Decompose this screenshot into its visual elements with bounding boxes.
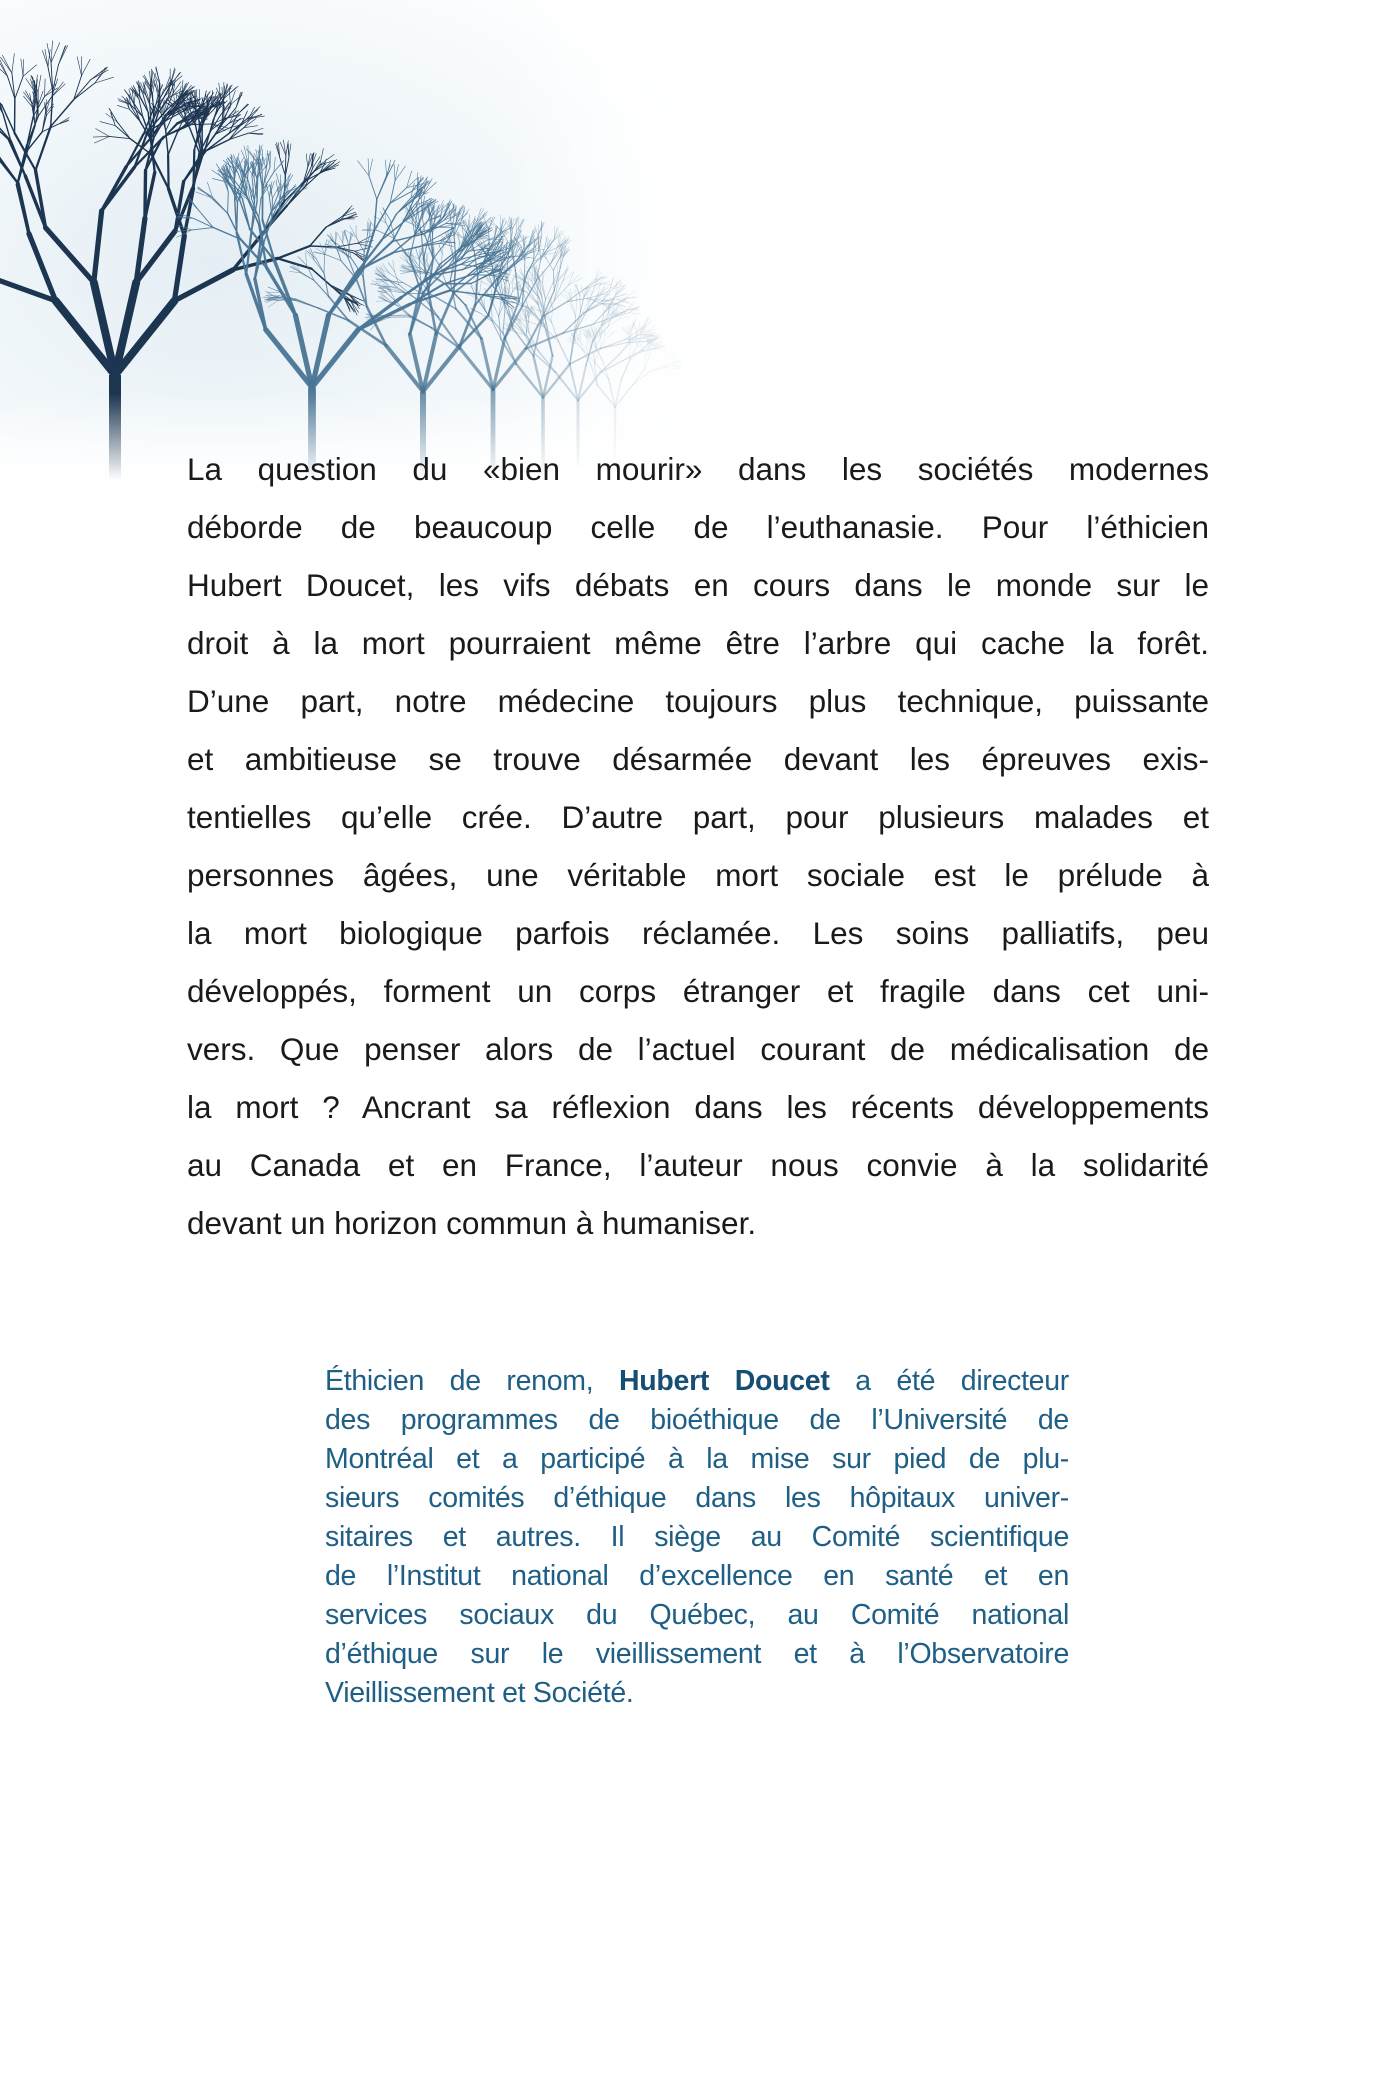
bio-line: sieurs comités d’éthique dans les hôpitaux univer- [325,1482,1069,1514]
summary-line: développés, forment un corps étranger et fragile dans cet uni- [187,973,1209,1009]
bio-line [325,1362,1069,1401]
bio-line: d’éthique sur le vieillissement et à l’Observatoire [325,1638,1069,1670]
summary-line: devant un horizon commun à humaniser. [187,1205,757,1241]
bio-line: services sociaux du Québec, au Comité national [325,1599,1069,1631]
bio-line: Montréal et a participé à la mise sur pied de plu- [325,1443,1069,1475]
author-name: Hubert Doucet [619,1365,830,1397]
book-summary [187,440,1209,1252]
bio-intro: Éthicien de renom, [325,1365,594,1397]
bio-line: Vieillissement et Société. [325,1677,634,1709]
summary-line: La question du «bien mourir» dans les sociétés modernes [187,451,1209,487]
bio-line: des programmes de bioéthique de l’Université de [325,1404,1069,1436]
summary-line: tentielles qu’elle crée. D’autre part, pour plusieurs malades et [187,799,1209,835]
summary-line: au Canada et en France, l’auteur nous convie à la solidarité [187,1147,1209,1183]
bio-line: de l’Institut national d’excellence en santé et en [325,1560,1069,1592]
summary-line: D’une part, notre médecine toujours plus technique, puissante [187,683,1209,719]
summary-line: vers. Que penser alors de l’actuel courant de médicalisation de [187,1031,1209,1067]
bio-line: sitaires et autres. Il siège au Comité scientifique [325,1521,1069,1553]
summary-line: et ambitieuse se trouve désarmée devant les épreuves exis- [187,741,1209,777]
summary-line: la mort ? Ancrant sa réflexion dans les récents développements [187,1089,1209,1125]
summary-line: la mort biologique parfois réclamée. Les soins palliatifs, peu [187,915,1209,951]
summary-line: droit à la mort pourraient même être l’arbre qui cache la forêt. [187,625,1209,661]
winter-trees-illustration [0,0,720,480]
summary-line: Hubert Doucet, les vifs débats en cours dans le monde sur le [187,567,1209,603]
summary-line: personnes âgées, une véritable mort sociale est le prélude à [187,857,1209,893]
bio-intro-rest: a été directeur [855,1365,1069,1397]
summary-line: déborde de beaucoup celle de l’euthanasie. Pour l’éthicien [187,509,1209,545]
author-bio [325,1362,1069,1713]
